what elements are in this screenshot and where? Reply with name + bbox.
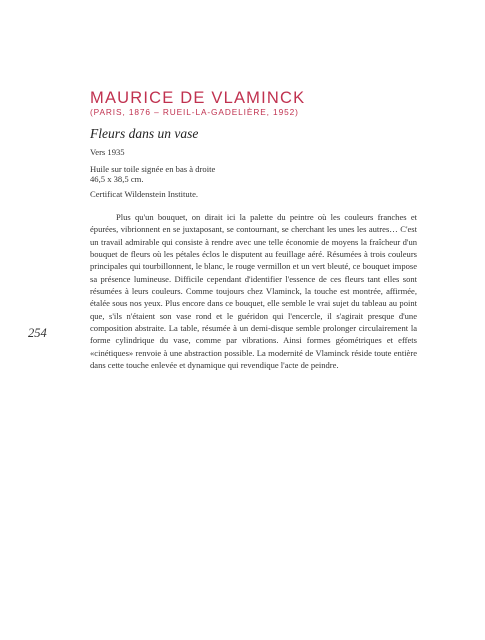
essay-paragraph: Plus qu'un bouquet, on dirait ici la palette du peintre où les couleurs franches et épurées, vibrionnent en se juxtaposant, se contournant, se cherchant les unes les autres… C'est un travail admirable qui consiste à rendre avec une telle économie de moyens la fraîcheur d'un bouquet de fleurs où les pétales éclos le disputent au feuillage aéré. Résumées à trois couleurs principales qui tourbillonnent, le blanc, le rouge vermillon et un vert bleuté, ce bouquet impose sa présence lumineuse. Difficile cependant d'identifier l'essence de ces fleurs tant elles sont résumées à leurs couleurs. Comme toujours chez Vlaminck, la touche est montrée, affirmée, étalée sous nos yeux. Plus encore dans ce bouquet, elle semble le vrai sujet du tableau au point que, s'ils n'étaient son vase rond et le guéridon qui l'encercle, il s'agirait presque d'une composition abstraite. La table, résumée à un demi-disque semble prolonger circulairement la forme cylindrique du vase, comme par vibrations. Ainsi formes géométriques et effets «cinétiques» renvoie à une abstraction possible. La modernité de Vlaminck réside toute entière dans cette touche enlevée et dynamique qui revendique l'acte de peindre. xyxy=(90,212,417,371)
artwork-certificate: Certificat Wildenstein Institute. xyxy=(90,189,199,199)
artist-dates: (PARIS, 1876 – RUEIL-LA-GADELIÈRE, 1952) xyxy=(90,107,299,117)
artist-name: MAURICE DE VLAMINCK xyxy=(90,89,306,107)
artwork-date: Vers 1935 xyxy=(90,147,125,157)
artwork-title: Fleurs dans un vase xyxy=(90,126,199,141)
artwork-medium: Huile sur toile signée en bas à droite xyxy=(90,164,216,174)
page-number: 254 xyxy=(28,326,47,340)
artwork-dimensions: 46,5 x 38,5 cm. xyxy=(90,174,144,184)
